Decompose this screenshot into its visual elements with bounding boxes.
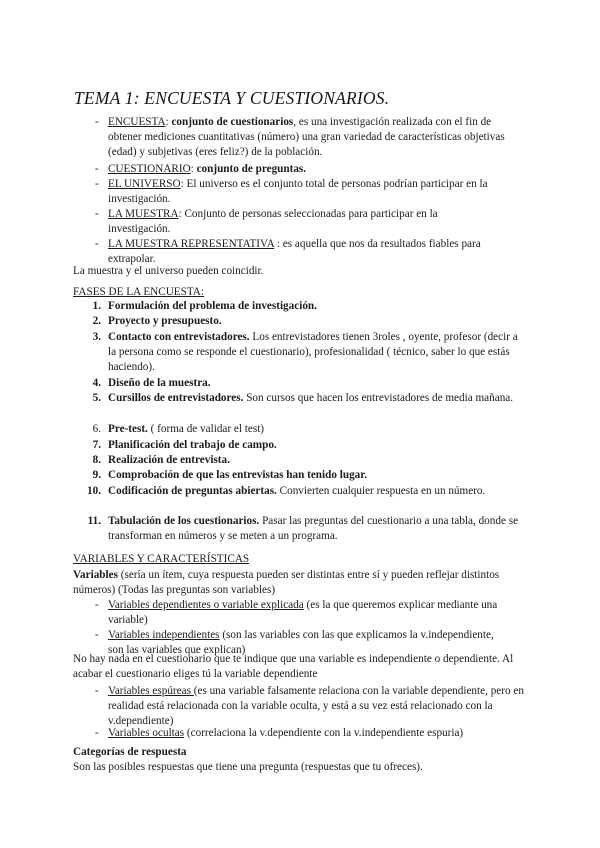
phase-text: ( forma de validar el test): [147, 423, 265, 435]
variable-type: [108, 598, 528, 628]
definition-term: ENCUESTA: [108, 116, 166, 128]
bullet-dash: -: [95, 685, 99, 697]
phase-item: [108, 438, 277, 453]
definition-sep: :: [180, 178, 184, 190]
phase-item: [108, 314, 222, 329]
variable-text: (es la que queremos explicar mediante una variable): [108, 599, 498, 626]
bullet-dash: -: [95, 163, 99, 175]
phase-number: 7.: [92, 439, 101, 451]
definition-sep: :: [190, 163, 194, 175]
definition-text: es aquella que nos da resultados fiables para extrapolar.: [108, 238, 481, 265]
phase-title: Planificación del trabajo de campo.: [108, 439, 277, 451]
phases-heading: FASES DE LA ENCUESTA:: [73, 286, 204, 298]
phase-item: [108, 376, 211, 391]
bullet-dash: -: [95, 178, 99, 190]
phase-item: [108, 330, 518, 375]
variable-text: (son las variables con las que explicamos la v.independiente, son las variables que explican): [108, 629, 494, 656]
definition-universo: [108, 177, 523, 207]
phase-number: 4.: [92, 377, 101, 389]
page-title: TEMA 1: ENCUESTA Y CUESTIONARIOS.: [74, 88, 390, 108]
variable-term: Variables ocultas: [108, 727, 185, 739]
phase-item: [108, 468, 367, 483]
definition-term: LA MUESTRA REPRESENTATIVA: [108, 238, 275, 250]
definition-muestra-representativa: [108, 237, 518, 267]
variable-text: (es una variable falsamente relaciona con la variable dependiente, pero en realidad está relacionada con la variable oculta, y está a su vez está relacionado con la v.dependiente): [108, 685, 524, 727]
definition-encuesta: [108, 115, 523, 160]
bullet-dash: -: [95, 116, 99, 128]
phase-number: 1.: [92, 300, 101, 312]
phase-title: Realización de entrevista.: [108, 454, 230, 466]
variable-type: [108, 726, 463, 741]
bullet-dash: -: [95, 599, 99, 611]
phase-title: Cursillos de entrevistadores.: [108, 392, 244, 404]
bullet-dash: -: [95, 208, 99, 220]
phase-title: Codificación de preguntas abiertas.: [108, 485, 277, 497]
definition-sep: :: [274, 238, 281, 250]
definition-term: LA MUESTRA: [108, 208, 179, 220]
definition-bold: conjunto de cuestionarios: [168, 116, 294, 128]
phase-text: Pasar las preguntas del cuestionario a una tabla, donde se transforman en números y se meten a un programa.: [108, 515, 519, 542]
variables-note: No hay nada en el cuestionario que te indique que una variable es independiente o dependiente. Al acabar el cuestionario eliges tú la variable dependiente: [73, 653, 514, 680]
variable-type: [108, 684, 533, 729]
phase-title: Diseño de la muestra.: [108, 377, 211, 389]
phase-text: Convierten cualquier respuesta en un número.: [276, 485, 486, 497]
variables-term: Variables: [73, 569, 118, 581]
phase-title: Formulación del problema de investigación.: [108, 300, 317, 312]
phase-number: 3.: [92, 331, 101, 343]
phase-number: 8.: [92, 454, 101, 466]
phase-text: Son cursos que hacen los entrevistadores de media mañana.: [243, 392, 514, 404]
phase-title: Pre-test.: [108, 423, 148, 435]
phase-title: Contacto con entrevistadores.: [108, 331, 250, 343]
definition-text: , es una investigación realizada con el fin de obtener mediciones cuantitativas (número) una gran variedad de características objetivas (edad) y subjetivas (eres feliz?) de la población.: [108, 116, 505, 158]
phase-number: 10.: [87, 485, 101, 497]
note-universe: La muestra y el universo pueden coincidir.: [73, 265, 264, 277]
phase-title: Tabulación de los cuestionarios.: [108, 515, 260, 527]
bullet-dash: -: [95, 238, 99, 250]
phase-item: [108, 453, 230, 468]
bullet-dash: -: [95, 727, 99, 739]
phase-item: [108, 299, 317, 314]
definition-sep: :: [165, 116, 169, 128]
phase-number: 5.: [92, 392, 101, 404]
definition-cuestionario: [108, 162, 306, 177]
variable-term: Variables espúreas: [108, 685, 194, 697]
variable-term: Variables independientes: [108, 629, 220, 641]
definition-muestra: [108, 207, 483, 237]
variables-text: (sería un ítem, cuya respuesta pueden ser distintas entre sí y pueden reflejar distintos números) (Todas las preguntas son variables): [73, 569, 500, 596]
categories-title: Categorías de respuesta: [73, 746, 187, 758]
variable-text: (correlaciona la v.dependiente con la v.independiente espuria): [184, 727, 464, 739]
definition-sep: :: [178, 208, 182, 220]
definition-term: CUESTIONARIO: [108, 163, 191, 175]
phase-item: [108, 422, 264, 437]
phase-number: 11.: [87, 515, 101, 527]
categories-text: Son las posibles respuestas que tiene una pregunta (respuestas que tu ofreces).: [73, 761, 423, 773]
definition-bold: conjunto de preguntas.: [193, 163, 307, 175]
phase-number: 9.: [92, 469, 101, 481]
definition-text: Conjunto de personas seleccionadas para participar en la investigación.: [108, 208, 438, 235]
variable-term: Variables dependientes o variable explicada: [108, 599, 304, 611]
variables-intro: [73, 568, 528, 598]
phase-title: Comprobación de que las entrevistas han tenido lugar.: [108, 469, 368, 481]
variables-heading: VARIABLES Y CARACTERÍSTICAS: [73, 553, 250, 565]
phase-title: Proyecto y presupuesto.: [108, 315, 222, 327]
definition-term: EL UNIVERSO: [108, 178, 181, 190]
phase-item: [108, 484, 528, 499]
categories-heading: [73, 745, 187, 760]
phase-text: Los entrevistadores tienen 3roles , oyente, profesor (decir a la persona como se responde el cuestionario), profesionalidad ( técnico, saber lo que estás haciendo).: [108, 331, 518, 373]
definition-text: El universo es el conjunto total de personas podrían participar en la investigación.: [108, 178, 488, 205]
phase-number: 2.: [92, 315, 101, 327]
phase-item: [108, 514, 528, 544]
bullet-dash: -: [95, 629, 99, 641]
phase-item: [108, 391, 533, 406]
phase-number: 6.: [92, 423, 101, 435]
